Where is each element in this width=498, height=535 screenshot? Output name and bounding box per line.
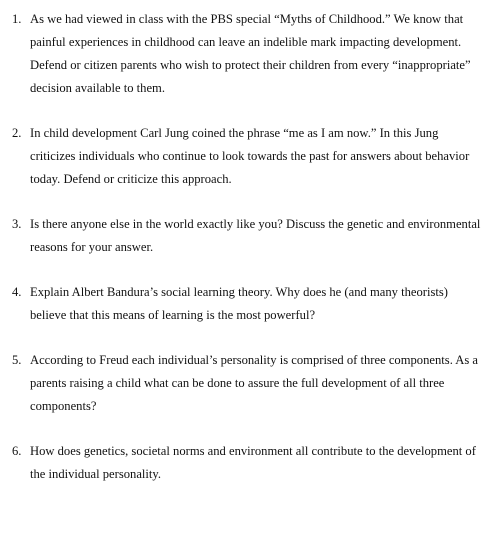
question-text: How does genetics, societal norms and environment all contribute to the development of the individual personality.: [30, 444, 476, 481]
question-number: 3.: [12, 217, 22, 231]
question-text: Is there anyone else in the world exactly like you? Discuss the genetic and environmental reasons for your answer.: [30, 217, 481, 254]
question-item-2: [12, 122, 482, 191]
question-number: 2.: [12, 126, 22, 140]
question-item-1: [12, 8, 482, 100]
question-number: 6.: [12, 444, 22, 458]
question-list: [12, 8, 482, 508]
question-text: Explain Albert Bandura’s social learning theory. Why does he (and many theorists) believe that this means of learning is the most powerful?: [30, 285, 448, 322]
question-text: As we had viewed in class with the PBS special “Myths of Childhood.” We know that painful experiences in childhood can leave an indelible mark impacting development. Defend or citizen parents who wish to protect their children from every “inappropriate” decision available to them.: [30, 12, 471, 95]
question-text: In child development Carl Jung coined the phrase “me as I am now.” In this Jung criticizes individuals who continue to look towards the past for answers about behavior today. Defend or criticize this approach.: [30, 126, 470, 186]
question-number: 5.: [12, 353, 22, 367]
question-item-3: [12, 213, 482, 259]
question-number: 1.: [12, 12, 22, 26]
question-number: 4.: [12, 285, 22, 299]
question-item-4: [12, 281, 482, 327]
question-text: According to Freud each individual’s personality is comprised of three components. As a parents raising a child what can be done to assure the full development of all three components?: [30, 353, 479, 413]
question-item-6: [12, 440, 482, 486]
question-item-5: [12, 349, 482, 418]
